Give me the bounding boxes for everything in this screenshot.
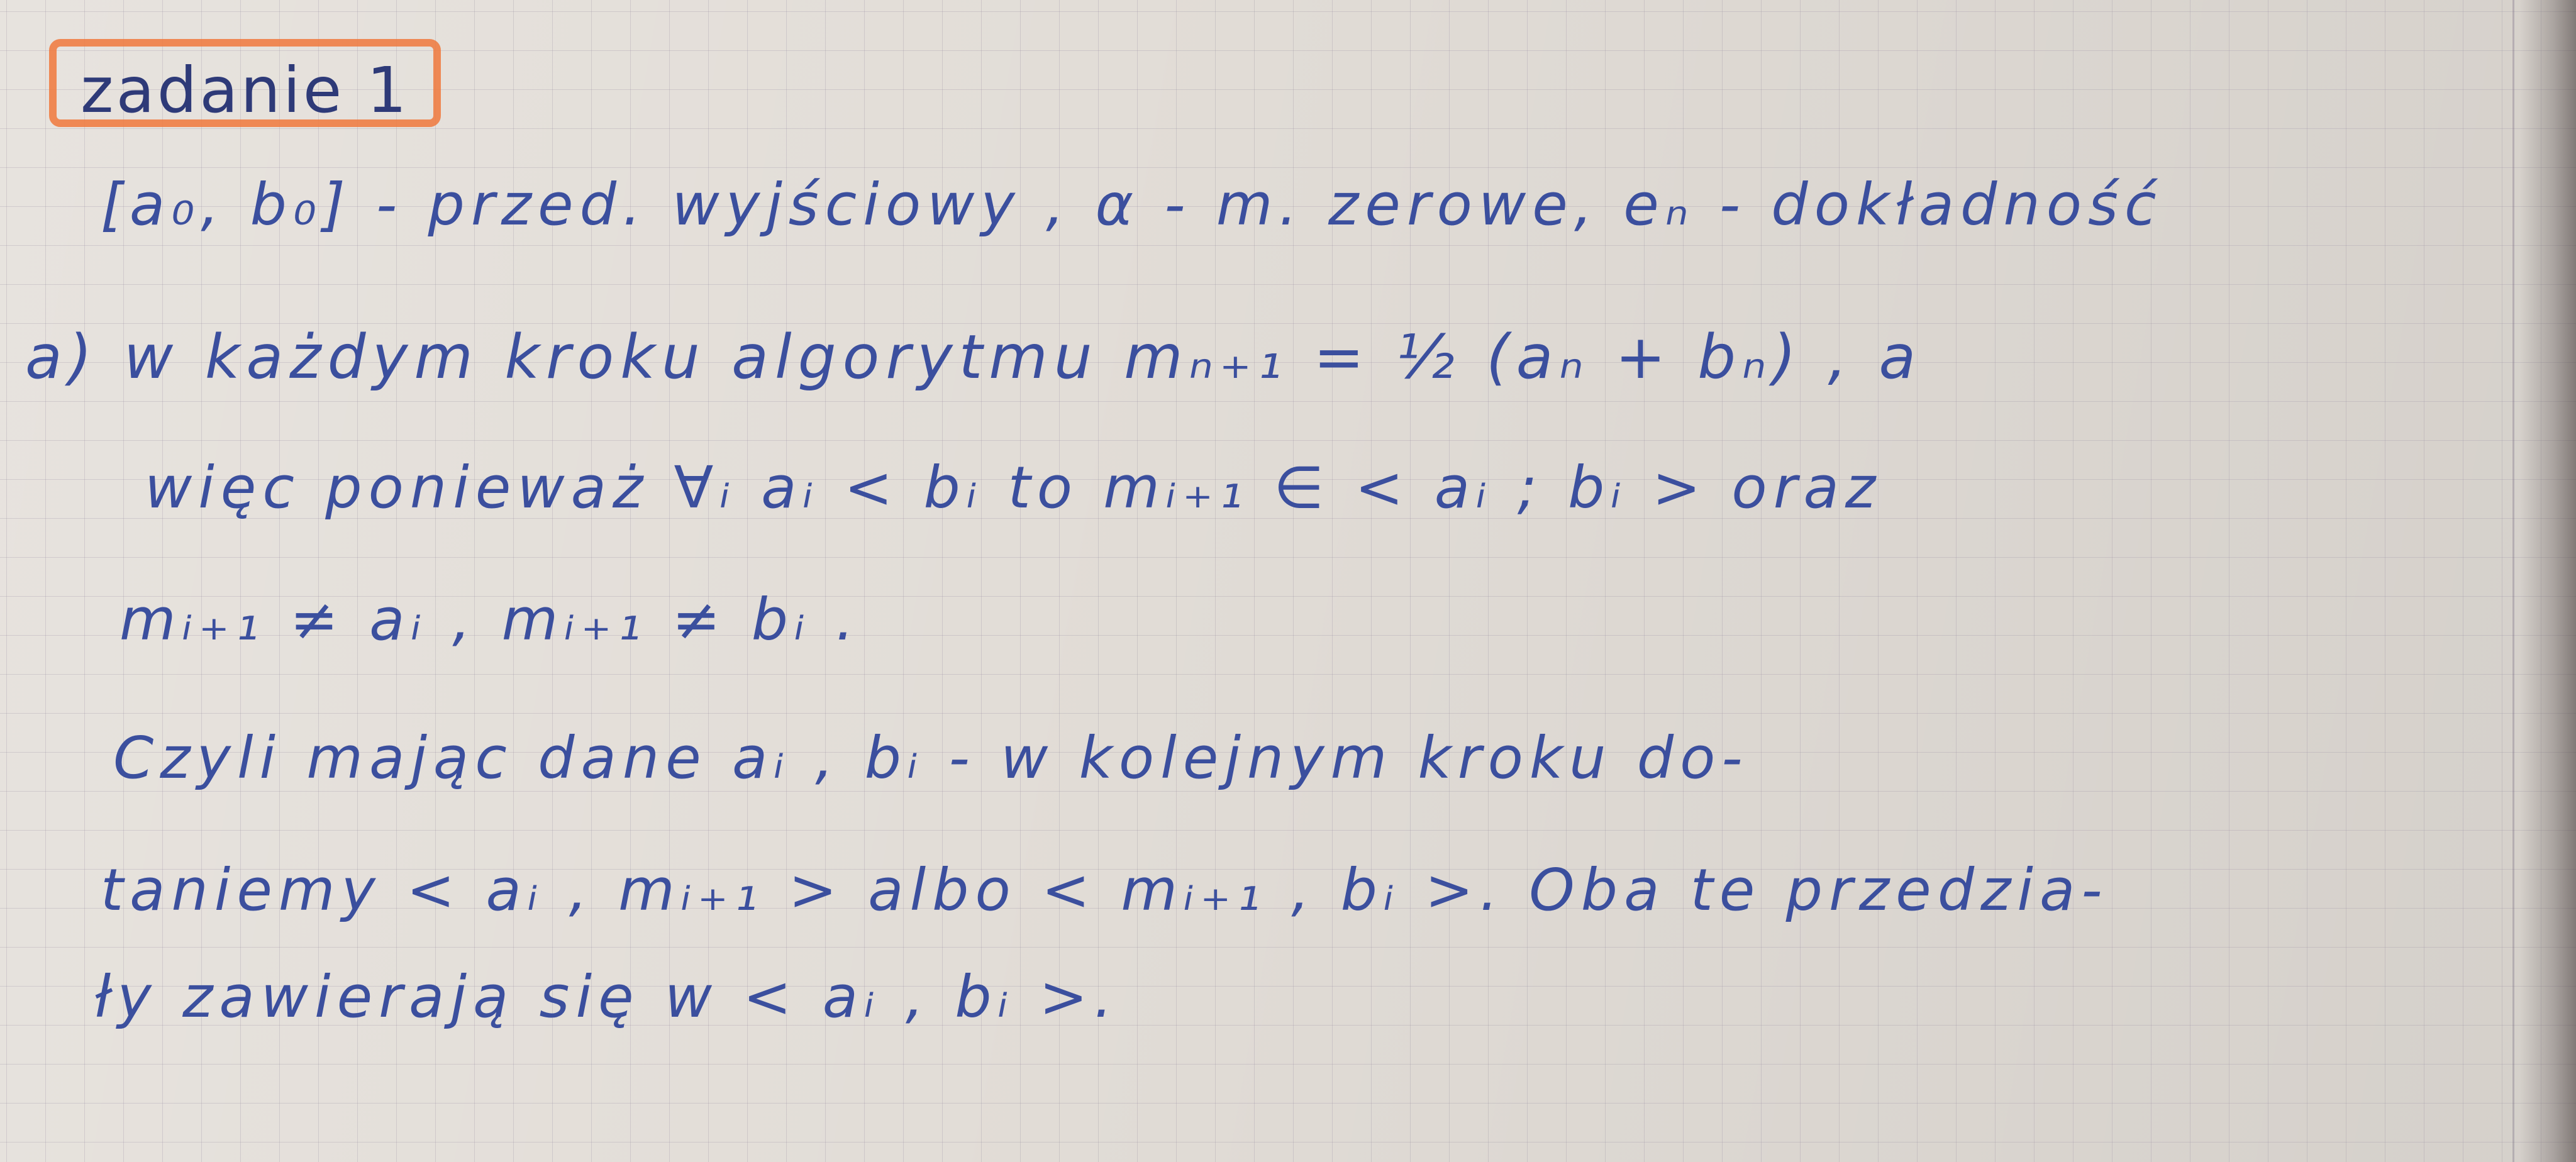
line-conclusion-3: ły zawierają się w < aᵢ , bᵢ >. xyxy=(94,963,1119,1031)
page-margin-line xyxy=(2512,0,2514,1162)
page-edge-shadow xyxy=(2519,0,2576,1162)
line-a-step: a) w każdym kroku algorytmu mₙ₊₁ = ½ (aₙ + bₙ) , a xyxy=(25,322,1923,392)
line-definitions: [a₀, b₀] - przed. wyjściowy , α - m. zerowe, eₙ - dokładność xyxy=(101,171,2163,238)
line-conclusion-2: taniemy < aᵢ , mᵢ₊₁ > albo < mᵢ₊₁ , bᵢ >. Oba te przedzia- xyxy=(101,856,2109,924)
line-conclusion-1: Czyli mając dane aᵢ , bᵢ - w kolejnym kroku do- xyxy=(113,724,1749,792)
line-interval: więc ponieważ ∀ᵢ aᵢ < bᵢ to mᵢ₊₁ ∈ < aᵢ ; bᵢ > oraz xyxy=(145,454,1882,521)
task-heading: zadanie 1 xyxy=(49,39,441,127)
line-not-equal: mᵢ₊₁ ≠ aᵢ , mᵢ₊₁ ≠ bᵢ . xyxy=(119,586,861,653)
